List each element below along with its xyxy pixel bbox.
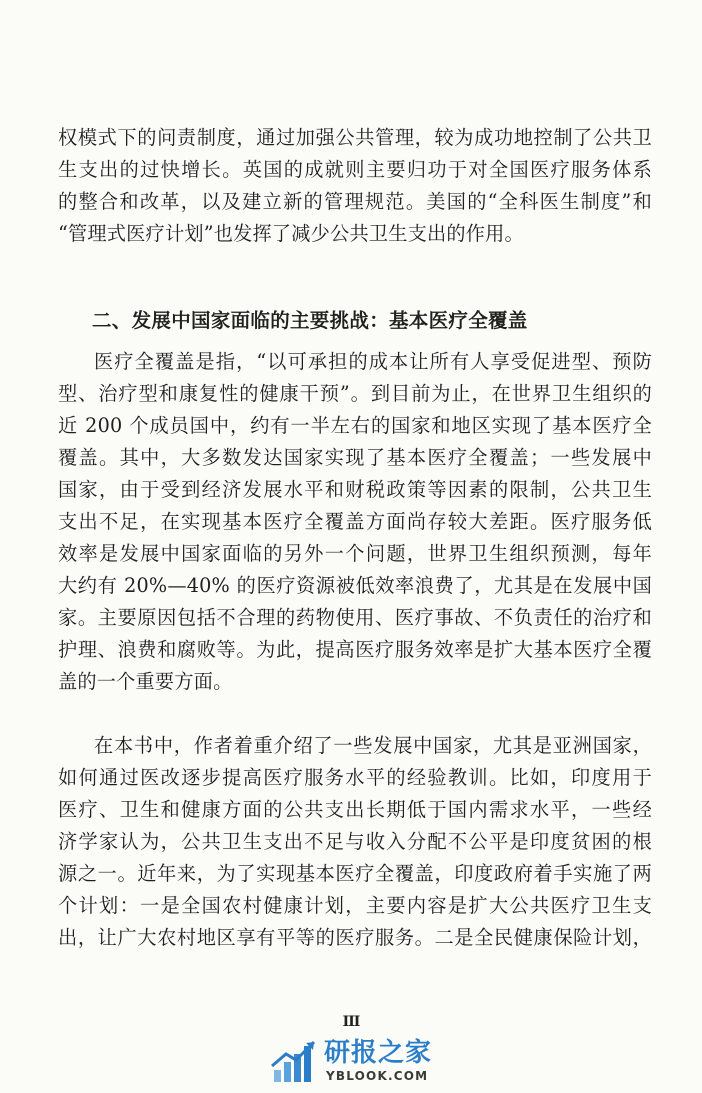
text-line: 护理、浪费和腐败等。为此，提高医疗服务效率是扩大基本医疗全覆 (58, 638, 652, 661)
watermark-domain: YBLOOK.COM (326, 1069, 429, 1083)
text-line: 型、治疗型和康复性的健康干预”。到目前为止，在世界卫生组织的 (58, 382, 652, 405)
text-line: 权模式下的问责制度，通过加强公共管理，较为成功地控制了公共卫 (58, 126, 652, 149)
section-heading: 二、发展中国家面临的主要挑战：基本医疗全覆盖 (92, 309, 528, 332)
paragraph-intro (58, 122, 652, 250)
text-line: 支出不足，在实现基本医疗全覆盖方面尚存较大差距。医疗服务低 (58, 510, 652, 533)
text-line: 医疗全覆盖是指，“以可承担的成本让所有人享受促进型、预防 (94, 350, 652, 373)
paragraph-coverage (58, 346, 652, 698)
paragraph-book (58, 730, 652, 954)
text-line: 如何通过医改逐步提高医疗服务水平的经验教训。比如，印度用于 (58, 766, 652, 789)
text-line: 效率是发展中国家面临的另外一个问题，世界卫生组织预测，每年 (58, 542, 652, 565)
text-line: 个计划：一是全国农村健康计划，主要内容是扩大公共医疗卫生支 (58, 894, 652, 917)
text-line: 出，让广大农村地区享有平等的医疗服务。二是全民健康保险计划， (58, 926, 652, 949)
watermark-name: 研报之家 (324, 1038, 433, 1068)
text-line: 盖的一个重要方面。 (58, 670, 233, 693)
text-line: 大约有 20%—40% 的医疗资源被低效率浪费了，尤其是在发展中国 (58, 574, 652, 597)
text-line: 源之一。近年来，为了实现基本医疗全覆盖，印度政府着手实施了两 (58, 862, 652, 885)
text-line: 医疗、卫生和健康方面的公共支出长期低于国内需求水平，一些经 (58, 798, 652, 821)
text-line: 济学家认为，公共卫生支出不足与收入分配不公平是印度贫困的根 (58, 830, 652, 853)
text-line: “管理式医疗计划”也发挥了减少公共卫生支出的作用。 (58, 222, 524, 245)
text-line: 生支出的过快增长。英国的成就则主要归功于对全国医疗服务体系 (58, 158, 652, 181)
text-line: 近 200 个成员国中，约有一半左右的国家和地区实现了基本医疗全 (58, 414, 652, 437)
page-number: III (342, 1014, 360, 1030)
text-line: 国家，由于受到经济发展水平和财税政策等因素的限制，公共卫生 (58, 478, 652, 501)
text-line: 的整合和改革，以及建立新的管理规范。美国的“全科医生制度”和 (58, 190, 652, 213)
text-line: 在本书中，作者着重介绍了一些发展中国家，尤其是亚洲国家， (94, 734, 652, 757)
watermark (270, 1038, 460, 1088)
bar-chart-logo-icon (270, 1040, 318, 1086)
text-line: 覆盖。其中，大多数发达国家实现了基本医疗全覆盖；一些发展中 (58, 446, 652, 469)
text-line: 家。主要原因包括不合理的药物使用、医疗事故、不负责任的治疗和 (58, 606, 652, 629)
